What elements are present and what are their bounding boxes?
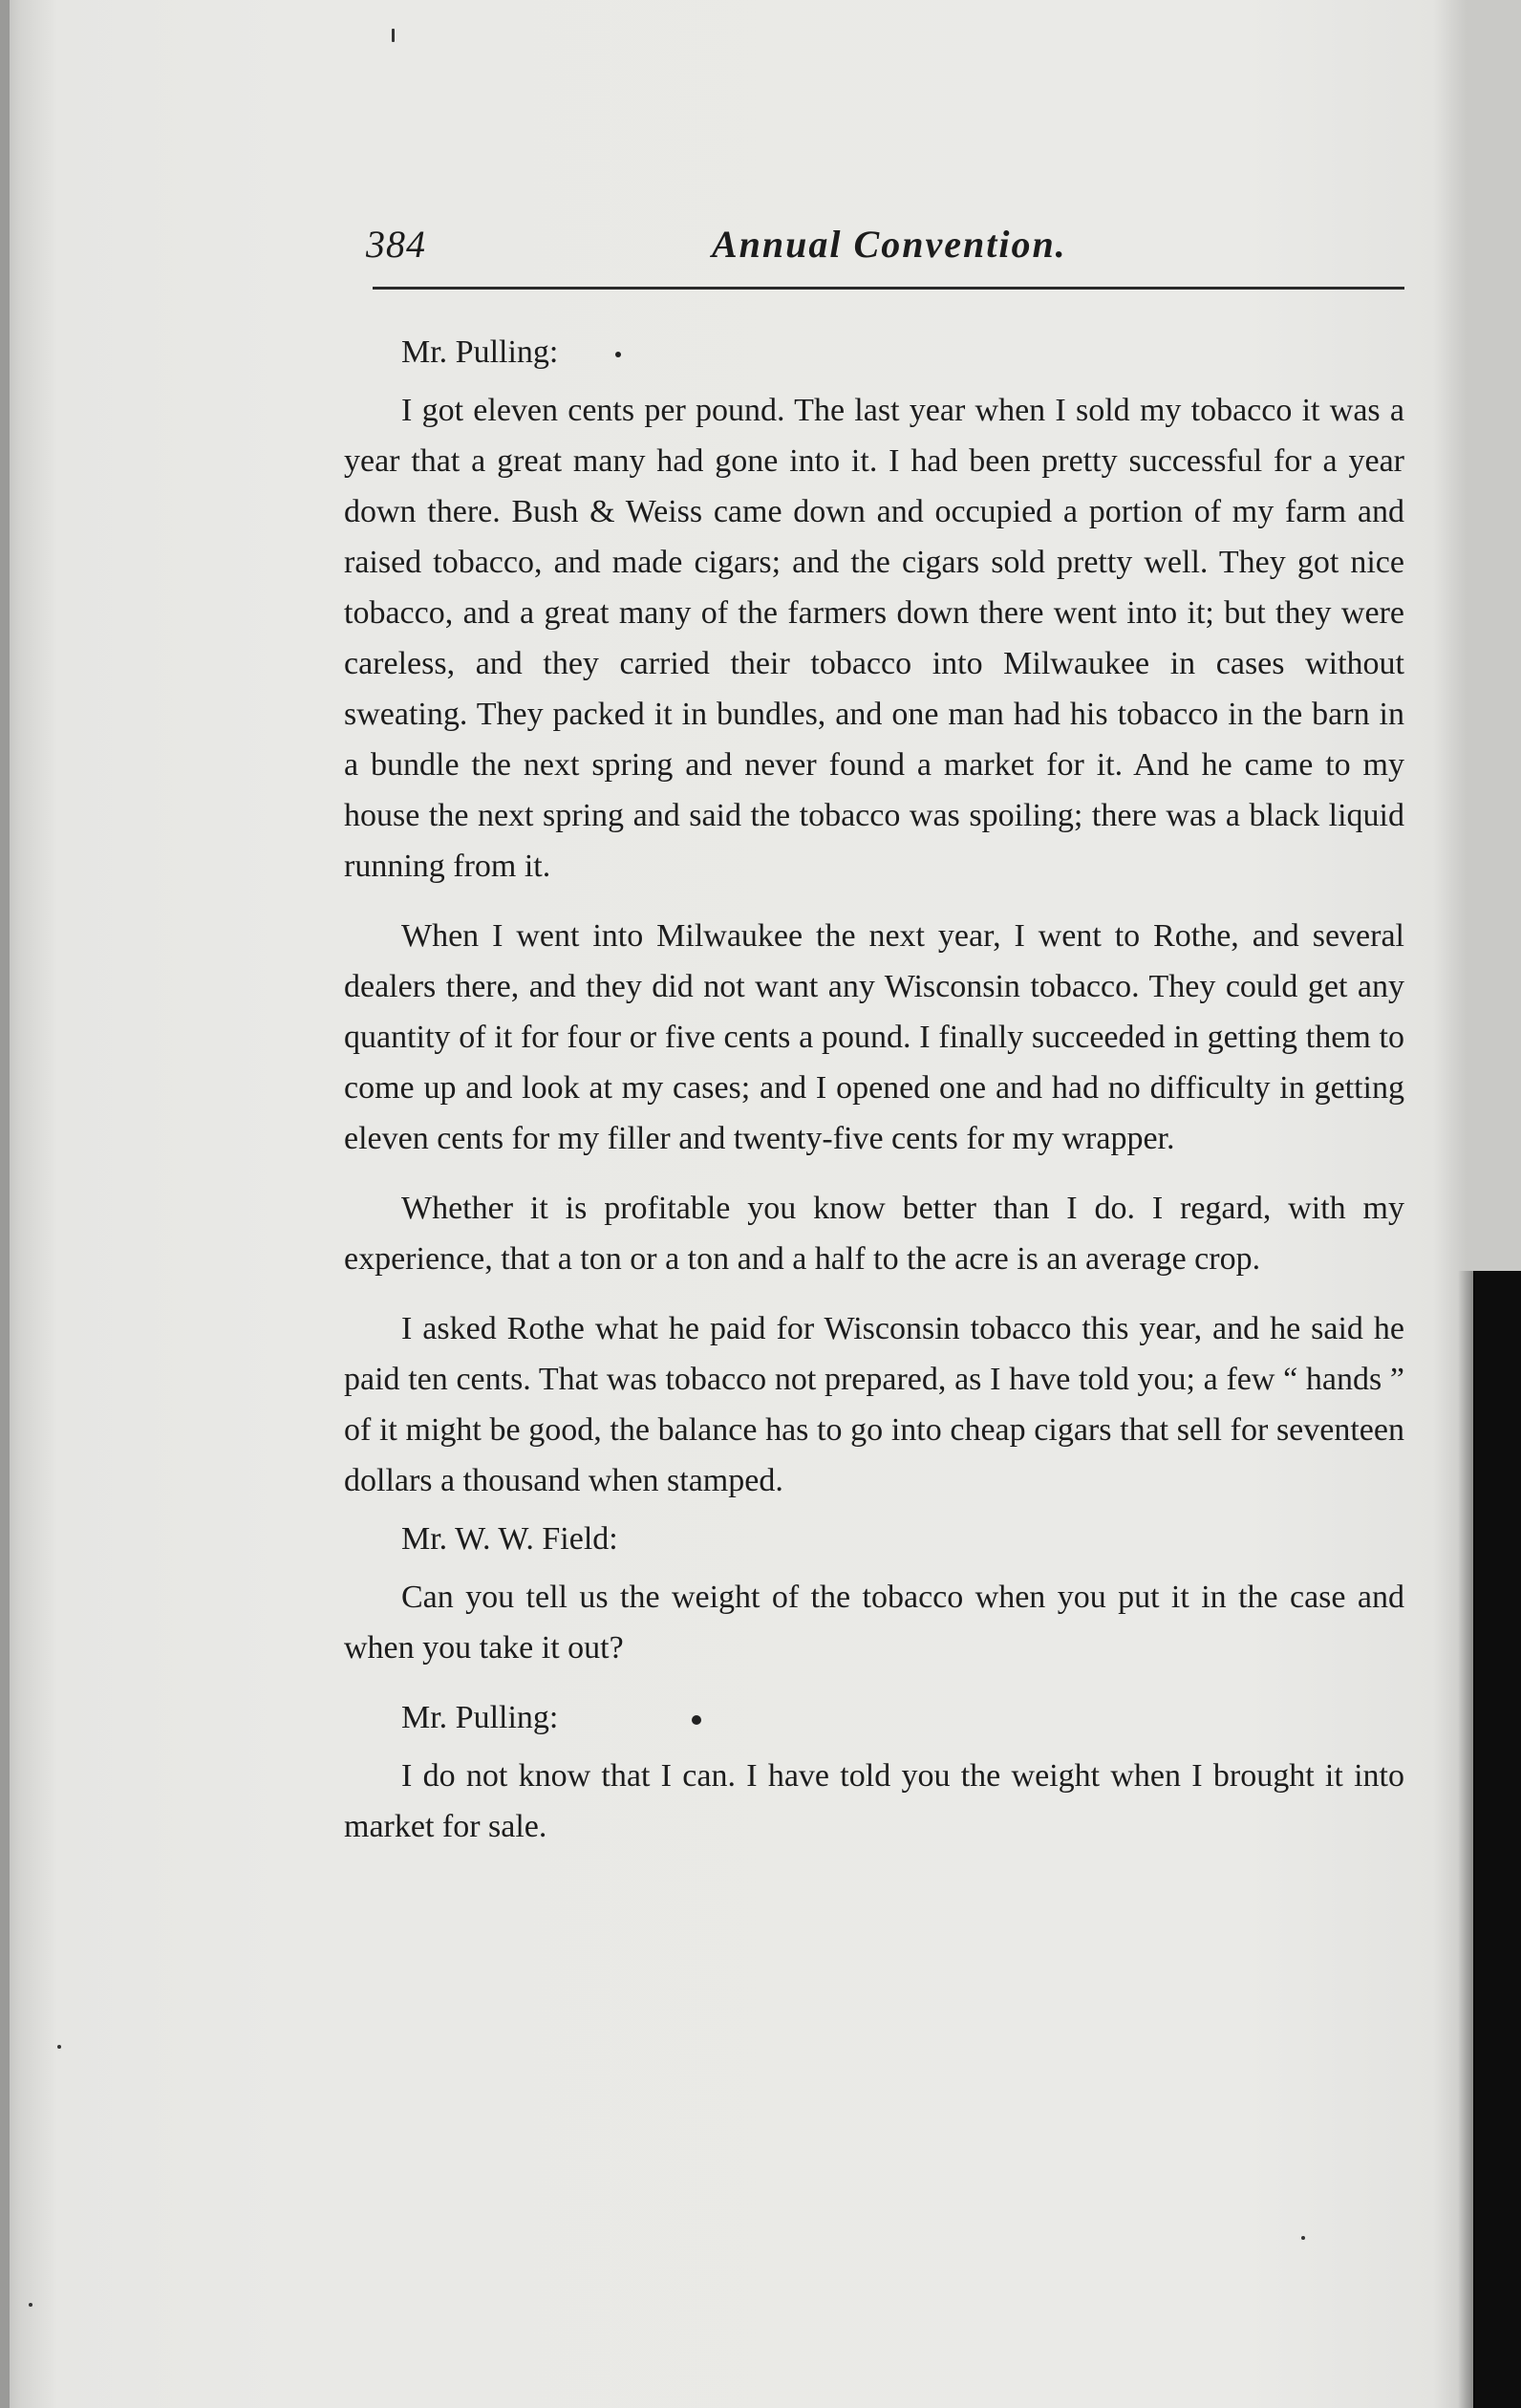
paragraph: I asked Rothe what he paid for Wisconsin tobacco this year, and he said he paid ten cents. That was tobacco not prepared, as I have told you; a few “ hands ” of it might be good, the balance has to go into cheap cigars that sell for seventeen dollars a thousand when stamped. xyxy=(344,1311,1404,1498)
ink-dot xyxy=(692,1715,701,1725)
speaker-label: Mr. Pulling: xyxy=(344,1692,1404,1743)
ink-speck xyxy=(392,29,395,42)
speaker-label: Mr. W. W. Field: xyxy=(401,1521,618,1557)
page-body xyxy=(344,327,1404,1852)
scan-edge-shadow xyxy=(1458,1271,1475,2408)
ink-dot xyxy=(615,352,621,357)
header-rule xyxy=(373,287,1404,290)
speaker-label: Mr. Pulling: xyxy=(344,327,1404,377)
paragraph: Can you tell us the weight of the tobacco when you put it in the case and when you take it out? xyxy=(344,1580,1404,1666)
running-head: Annual Convention. xyxy=(712,223,1067,266)
ink-speck xyxy=(57,2045,61,2049)
paragraph: I got eleven cents per pound. The last year when I sold my tobacco it was a year that a great many had gone into it. I had been pretty successful for a year down there. Bush & Weiss came down and occupied a portion of my farm and raised tobacco, and made cigars; and the cigars sold pretty well. They got nice tobacco, and a great many of the farmers down there went into it; but they were careless, and they carried their tobacco into Milwaukee in cases without sweating. They packed it in bundles, and one man had his tobacco in the barn in a bundle the next spring and never found a market for it. And he came to my house the next spring and said the tobacco was spoiling; there was a black liquid running from it. xyxy=(344,393,1404,884)
ink-speck xyxy=(29,2303,32,2307)
paragraph: When I went into Milwaukee the next year, I went to Rothe, and several dealers there, and they did not want any Wisconsin tobacco. They could get any quantity of it for four or five cents a pound. I finally succeeded in getting them to come up and look at my cases; and I opened one and had no difficulty in getting eleven cents for my filler and twenty-five cents for my wrapper. xyxy=(344,918,1404,1156)
page-header xyxy=(358,222,1409,289)
page-spine-shadow xyxy=(0,0,10,2408)
paragraph: Whether it is profitable you know better than I do. I regard, with my experience, that a ton or a ton and a half to the acre is an average crop. xyxy=(344,1191,1404,1277)
page-number: 384 xyxy=(366,223,426,266)
paragraph: I do not know that I can. I have told you the weight when I brought it into market for sale. xyxy=(344,1758,1404,1844)
scan-dark-edge xyxy=(1473,1271,1521,2408)
ink-speck xyxy=(1301,2236,1305,2240)
